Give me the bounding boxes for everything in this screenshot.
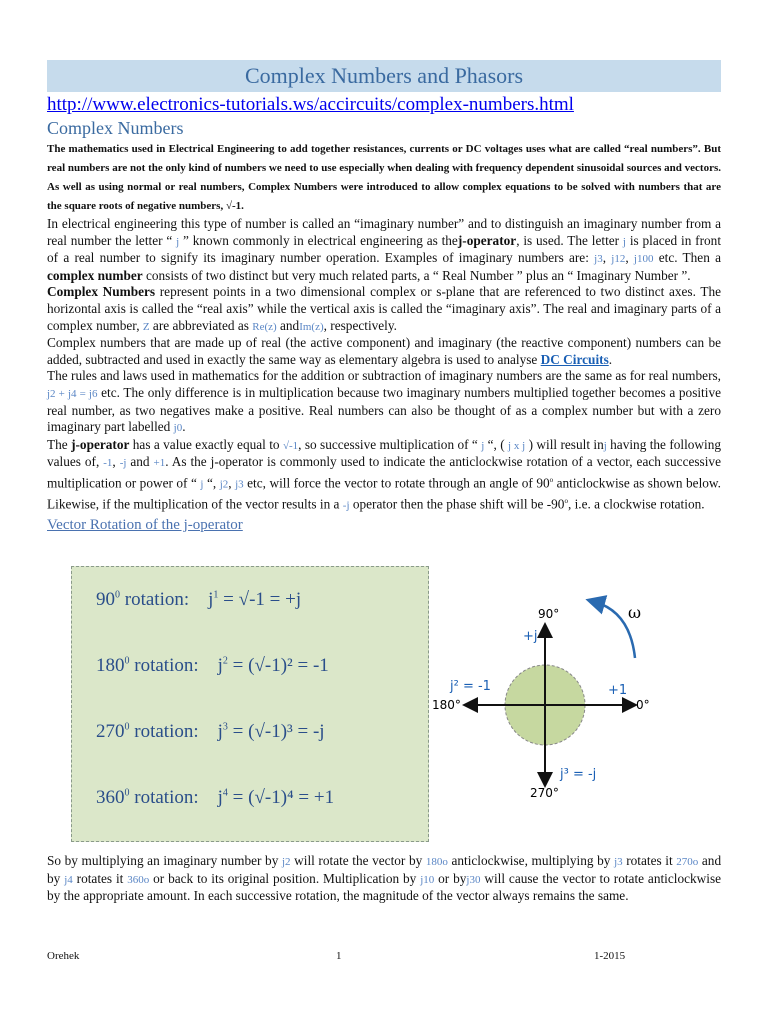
page-content (47, 60, 721, 535)
equation-360: $360^0$ rotation: $j^4 = (√-1)^4 = +1$ (96, 787, 335, 808)
equation-180: $180^0$ rotation: $j^2 = (√-1)^2 = -1$ (96, 655, 329, 676)
rotation-equations-box (71, 566, 429, 842)
j-operator-rotation-diagram (430, 590, 670, 810)
document-title: Complex Numbers and Phasors (47, 60, 721, 92)
paragraph-imaginary-number: In electrical engineering this type of number is called an “imaginary number” and to distinguish an imaginary number from a real number the letter “ j ” known commonly in electrical engineering as thej-operator, is used. The letter j is placed in front of a real number to signify its imaginary number operation. Examples of imaginary numbers are: j3, j12, j100 etc. Then a complex number consists of two distinct but very much related parts, a “ Real Number ” plus an “ Imaginary Number ”. (47, 216, 722, 283)
label-90: 90° (538, 607, 560, 621)
label-j3: j³ = -j (560, 767, 597, 782)
equation-90: $90^0$ rotation: $j^1 = √-1 = +j$ (96, 589, 302, 610)
closing-section (47, 853, 721, 905)
label-plus-j: +j (523, 629, 538, 644)
paragraph-complex-plane: Complex Numbers represent points in a two dimensional complex or s-plane that are referenced to two distinct axes. The horizontal axis is called the “real axis” while the vertical axis is called the “imaginary axis”. The real and imaginary parts of a complex number, Z are abbreviated as Re(z) andIm(z), respectively. (47, 284, 721, 333)
dc-circuits-link[interactable]: DC Circuits (540, 351, 609, 367)
label-180: 180° (432, 698, 461, 712)
paragraph-components: Complex numbers that are made up of real (the active component) and imaginary (the reactive component) numbers can be added, subtracted and used in exactly the same way as elementary algebra is used to analyse DC Circuits. (47, 335, 721, 367)
paragraph-multiplication: So by multiplying an imaginary number by j2 will rotate the vector by 180o anticlockwise, multiplying by j3 rotates it 270o and by j4 rotates it 360o or back to its original position. Multiplication by j10 or byj30 will cause the vector to rotate anticlockwise by the appropriate amount. In each successive rotation, the magnitude of the vector always remains the same. (47, 853, 722, 904)
footer-author: Orehek (47, 950, 80, 962)
intro-paragraph: The mathematics used in Electrical Engineering to add together resistances, currents or DC voltages uses what are called “real numbers”. But real numbers are not the only kind of numbers we need to use especially when dealing with frequency dependent sinusoidal sources and vectors. As well as using normal or real numbers, Complex Numbers were introduced to allow complex equations to be solved with numbers that are the square roots of negative numbers, √-1. (47, 143, 721, 212)
label-0: 0° (636, 698, 650, 712)
equation-270: $270^0$ rotation: $j^3 = (√-1)^3 = -j$ (96, 721, 325, 742)
label-j2: j² = -1 (450, 679, 491, 694)
label-omega: ω (628, 603, 642, 622)
footer-page-number: 1 (336, 950, 342, 962)
figure-heading: Vector Rotation of the j-operator (47, 516, 243, 533)
source-url-link[interactable]: http://www.electronics-tutorials.ws/accircuits/complex-numbers.html (47, 94, 574, 115)
label-plus-1: +1 (608, 683, 628, 698)
footer-date: 1-2015 (594, 950, 626, 962)
paragraph-j-operator: The j-operator has a value exactly equal to √-1, so successive multiplication of “ j “, ( j x j ) will result inj having the following values of, -1, -j and +1. As the j-operator is commonly used to indicate the anticlockwise rotation of a vector, each successive multiplication or power of “ j “, j2, j3 etc, will force the vector to rotate through an angle of 90$^o$ anticlockwise as shown below. Likewise, if the multiplication of the vector results in a -j operator then the phase shift will be -90$^o$, i.e. a clockwise rotation. (47, 436, 722, 512)
paragraph-rules: The rules and laws used in mathematics for the addition or subtraction of imaginary numbers are the same as for real numbers, j2 + j4 = j6 etc. The only difference is in multiplication because two imaginary numbers multiplied together becomes a positive real number, as two negatives make a positive. Real numbers can also be thought of as a complex number but with a zero imaginary part labelled j0. (47, 368, 721, 435)
section-heading: Complex Numbers (47, 118, 184, 138)
label-270: 270° (530, 786, 559, 800)
